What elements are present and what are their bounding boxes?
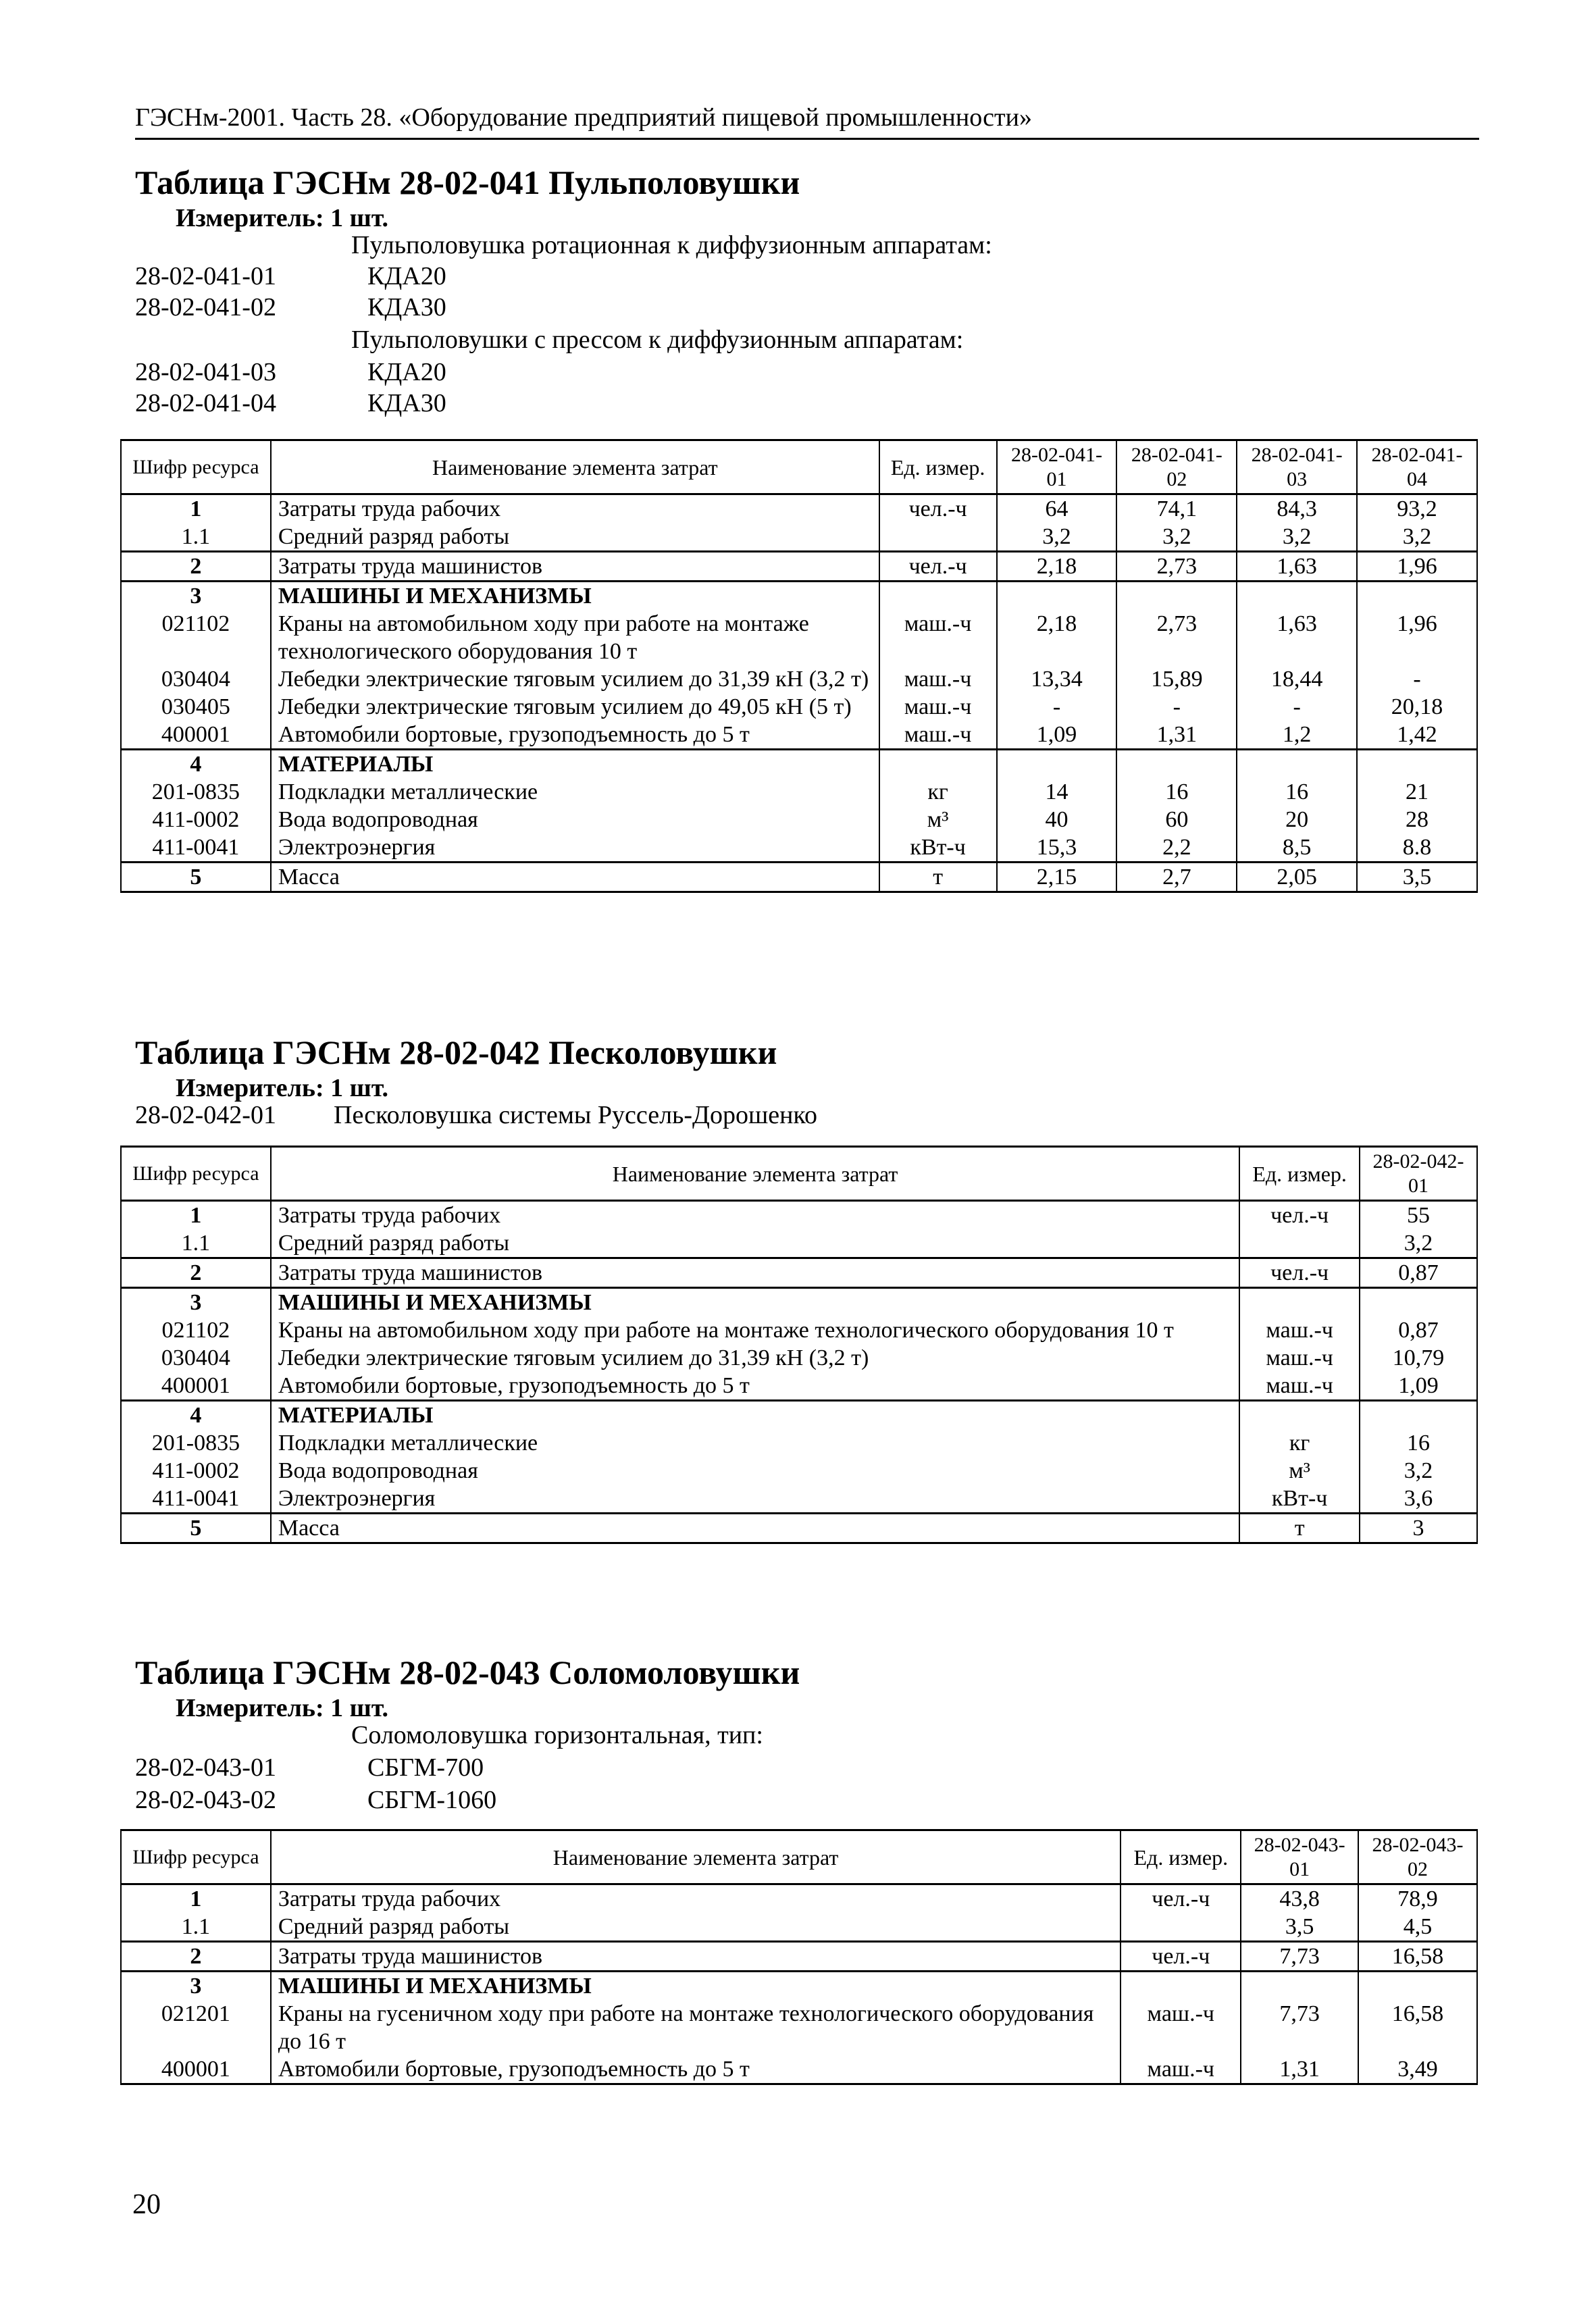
resource-code-cell: 021201 xyxy=(121,2000,271,2055)
section-28-02-041 xyxy=(120,162,1478,890)
cost-element-name-cell: Краны на гусеничном ходу при работе на монтаже технологического оборудования до 16 т xyxy=(271,2000,1121,2055)
table-row xyxy=(121,1288,1477,1317)
table-row xyxy=(121,721,1477,750)
norm-value-cell: 3,2 xyxy=(1360,1457,1477,1485)
norm-value-cell: 10,79 xyxy=(1360,1344,1477,1372)
resource-code-cell: 3 xyxy=(121,1288,271,1317)
norm-value-cell xyxy=(1358,1972,1477,2001)
cost-element-name-cell: Средний разряд работы xyxy=(271,1229,1239,1258)
norm-value-cell: 8.8 xyxy=(1357,833,1477,863)
table-row xyxy=(121,806,1477,833)
resource-code-cell: 411-0041 xyxy=(121,1485,271,1514)
norm-value-cell: 3,2 xyxy=(1237,523,1357,552)
resource-code-cell: 5 xyxy=(121,1514,271,1543)
resource-code-cell: 4 xyxy=(121,1401,271,1430)
table-row xyxy=(121,750,1477,779)
resource-code-cell: 1.1 xyxy=(121,1913,271,1942)
norm-value-cell: - xyxy=(1237,693,1357,721)
cost-element-name-cell: Краны на автомобильном ходу при работе на монтаже технологического оборудования 10 т xyxy=(271,610,879,665)
norm-value-cell: 1,2 xyxy=(1237,721,1357,750)
norm-value-cell: 1,63 xyxy=(1237,552,1357,582)
cost-element-name-cell: МАШИНЫ И МЕХАНИЗМЫ xyxy=(271,1972,1121,2001)
resource-code-cell: 411-0002 xyxy=(121,806,271,833)
norm-value-cell: 2,73 xyxy=(1116,610,1237,665)
table-body xyxy=(121,1884,1477,2084)
col-header-code: Шифр ресурса xyxy=(121,1147,271,1201)
norm-value-cell: 3,2 xyxy=(1116,523,1237,552)
norm-value-cell: 14 xyxy=(997,778,1117,806)
norm-value-cell: 3,2 xyxy=(1360,1229,1477,1258)
cost-element-name-cell: Лебедки электрические тяговым усилием до 31,39 кН (3,2 т) xyxy=(271,665,879,693)
unit-cell xyxy=(1239,1401,1360,1430)
resource-code-cell: 1 xyxy=(121,494,271,523)
resource-code-cell: 4 xyxy=(121,750,271,779)
norm-value-cell: 3 xyxy=(1360,1514,1477,1543)
col-header-norm: 28-02-042-01 xyxy=(1360,1147,1477,1201)
resource-code-cell: 400001 xyxy=(121,721,271,750)
norm-value-cell xyxy=(1360,1288,1477,1317)
col-header-unit: Ед. измер. xyxy=(879,440,997,494)
norm-value-cell: 2,05 xyxy=(1237,863,1357,892)
norm-value-cell: 16 xyxy=(1237,778,1357,806)
unit-cell xyxy=(879,750,997,779)
section-28-02-043 xyxy=(120,1652,1478,2082)
spec-text: СБГМ-700 xyxy=(367,1753,484,1782)
cost-element-name-cell: Затраты труда рабочих xyxy=(271,494,879,523)
unit-cell: м³ xyxy=(879,806,997,833)
norm-value-cell: 16,58 xyxy=(1358,1942,1477,1972)
norm-value-cell: - xyxy=(1357,665,1477,693)
table-row xyxy=(121,2000,1477,2055)
table-body xyxy=(121,494,1477,892)
page-number: 20 xyxy=(132,2189,161,2220)
col-header-norm: 28-02-041-02 xyxy=(1116,440,1237,494)
cost-element-name-cell: Лебедки электрические тяговым усилием до 31,39 кН (3,2 т) xyxy=(271,1344,1239,1372)
resource-code-cell: 2 xyxy=(121,1258,271,1288)
spec-text: Песколовушка системы Руссель-Дорошенко xyxy=(334,1101,817,1129)
table-row xyxy=(121,582,1477,611)
table-row xyxy=(121,1972,1477,2001)
unit-cell xyxy=(879,582,997,611)
table-row xyxy=(121,1316,1477,1344)
norm-value-cell: 1,31 xyxy=(1241,2055,1358,2084)
resource-code-cell: 400001 xyxy=(121,1372,271,1401)
unit-cell: м³ xyxy=(1239,1457,1360,1485)
cost-element-name-cell: Затраты труда рабочих xyxy=(271,1201,1239,1230)
norm-value-cell: 2,18 xyxy=(997,552,1117,582)
resource-code-cell: 021102 xyxy=(121,610,271,665)
cost-element-name-cell: Подкладки металлические xyxy=(271,778,879,806)
unit-cell: маш.-ч xyxy=(1239,1372,1360,1401)
norm-value-cell: - xyxy=(997,693,1117,721)
norm-value-cell xyxy=(997,582,1117,611)
unit-cell: кг xyxy=(879,778,997,806)
table-row xyxy=(121,778,1477,806)
norm-value-cell: 20 xyxy=(1237,806,1357,833)
norm-table-28-02-043 xyxy=(120,1829,1478,2085)
col-header-norm: 28-02-041-01 xyxy=(997,440,1117,494)
table-row xyxy=(121,1884,1477,1913)
resource-code-cell: 201-0835 xyxy=(121,1429,271,1457)
measure-unit: Измеритель: 1 шт. xyxy=(176,1074,389,1102)
norm-value-cell: 55 xyxy=(1360,1201,1477,1230)
norm-value-cell xyxy=(1116,582,1237,611)
cost-element-name-cell: МАТЕРИАЛЫ xyxy=(271,1401,1239,1430)
cost-element-name-cell: Затраты труда машинистов xyxy=(271,552,879,582)
norm-value-cell: 3,5 xyxy=(1357,863,1477,892)
measure-unit: Измеритель: 1 шт. xyxy=(176,204,389,232)
table-row xyxy=(121,1344,1477,1372)
norm-value-cell: 8,5 xyxy=(1237,833,1357,863)
norm-value-cell: 2,18 xyxy=(997,610,1117,665)
spec-text: КДА20 xyxy=(367,358,446,386)
cost-element-name-cell: МАШИНЫ И МЕХАНИЗМЫ xyxy=(271,582,879,611)
measure-unit: Измеритель: 1 шт. xyxy=(176,1694,389,1722)
norm-value-cell: 3,2 xyxy=(997,523,1117,552)
unit-cell: маш.-ч xyxy=(879,693,997,721)
cost-element-name-cell: Краны на автомобильном ходу при работе на монтаже технологического оборудования 10 т xyxy=(271,1316,1239,1344)
table-row xyxy=(121,1229,1477,1258)
cost-element-name-cell: Затраты труда рабочих xyxy=(271,1884,1121,1913)
spec-text: КДА30 xyxy=(367,293,446,322)
norm-value-cell: 78,9 xyxy=(1358,1884,1477,1913)
resource-code-cell: 021102 xyxy=(121,1316,271,1344)
col-header-norm: 28-02-043-02 xyxy=(1358,1830,1477,1884)
resource-code-cell: 411-0041 xyxy=(121,833,271,863)
cost-element-name-cell: Автомобили бортовые, грузоподъемность до 5 т xyxy=(271,1372,1239,1401)
cost-element-name-cell: Вода водопроводная xyxy=(271,806,879,833)
table-row xyxy=(121,833,1477,863)
table-row xyxy=(121,665,1477,693)
col-header-name: Наименование элемента затрат xyxy=(271,1830,1121,1884)
norm-value-cell: 16,58 xyxy=(1358,2000,1477,2055)
unit-cell: маш.-ч xyxy=(879,610,997,665)
resource-code-cell: 400001 xyxy=(121,2055,271,2084)
norm-value-cell: 2,15 xyxy=(997,863,1117,892)
spec-code: 28-02-041-03 xyxy=(135,358,276,386)
norm-value-cell: 7,73 xyxy=(1241,2000,1358,2055)
spec-code: 28-02-043-01 xyxy=(135,1753,276,1782)
table-row xyxy=(121,610,1477,665)
cost-element-name-cell: Подкладки металлические xyxy=(271,1429,1239,1457)
norm-value-cell: 13,34 xyxy=(997,665,1117,693)
table-row xyxy=(121,1485,1477,1514)
spec-text: Соломоловушка горизонтальная, тип: xyxy=(351,1721,763,1749)
table-row xyxy=(121,1514,1477,1543)
norm-value-cell: 1,63 xyxy=(1237,610,1357,665)
norm-value-cell: 1,09 xyxy=(997,721,1117,750)
unit-cell xyxy=(1239,1288,1360,1317)
unit-cell xyxy=(1121,1972,1241,2001)
cost-element-name-cell: Вода водопроводная xyxy=(271,1457,1239,1485)
table-row xyxy=(121,1201,1477,1230)
norm-value-cell: 43,8 xyxy=(1241,1884,1358,1913)
table-title: Таблица ГЭСНм 28-02-043 Соломоловушки xyxy=(135,1653,800,1691)
unit-cell: чел.-ч xyxy=(1239,1258,1360,1288)
table-row xyxy=(121,494,1477,523)
resource-code-cell: 201-0835 xyxy=(121,778,271,806)
norm-value-cell: 16 xyxy=(1360,1429,1477,1457)
norm-value-cell: 1,31 xyxy=(1116,721,1237,750)
cost-element-name-cell: Масса xyxy=(271,863,879,892)
cost-element-name-cell: Средний разряд работы xyxy=(271,1913,1121,1942)
table-row xyxy=(121,1429,1477,1457)
norm-value-cell: 93,2 xyxy=(1357,494,1477,523)
col-header-name: Наименование элемента затрат xyxy=(271,440,879,494)
norm-value-cell: 0,87 xyxy=(1360,1258,1477,1288)
norm-value-cell: 2,2 xyxy=(1116,833,1237,863)
table-row xyxy=(121,1913,1477,1942)
norm-value-cell: 3,49 xyxy=(1358,2055,1477,2084)
table-row xyxy=(121,1372,1477,1401)
col-header-code: Шифр ресурса xyxy=(121,440,271,494)
norm-value-cell: 21 xyxy=(1357,778,1477,806)
col-header-name: Наименование элемента затрат xyxy=(271,1147,1239,1201)
norm-value-cell: 3,5 xyxy=(1241,1913,1358,1942)
spec-code: 28-02-043-02 xyxy=(135,1786,276,1814)
table-title: Таблица ГЭСНм 28-02-042 Песколовушки xyxy=(135,1033,777,1071)
table-row xyxy=(121,863,1477,892)
norm-value-cell xyxy=(1116,750,1237,779)
resource-code-cell: 030404 xyxy=(121,665,271,693)
cost-element-name-cell: Лебедки электрические тяговым усилием до 49,05 кН (5 т) xyxy=(271,693,879,721)
norm-value-cell: 18,44 xyxy=(1237,665,1357,693)
norm-value-cell xyxy=(997,750,1117,779)
table-title: Таблица ГЭСНм 28-02-041 Пульполовушки xyxy=(135,163,800,201)
col-header-code: Шифр ресурса xyxy=(121,1830,271,1884)
unit-cell: маш.-ч xyxy=(879,665,997,693)
norm-value-cell: - xyxy=(1116,693,1237,721)
cost-element-name-cell: МАШИНЫ И МЕХАНИЗМЫ xyxy=(271,1288,1239,1317)
resource-code-cell: 1.1 xyxy=(121,1229,271,1258)
unit-cell: маш.-ч xyxy=(1121,2055,1241,2084)
spec-code: 28-02-042-01 xyxy=(135,1101,276,1129)
norm-value-cell: 15,89 xyxy=(1116,665,1237,693)
unit-cell xyxy=(1121,1913,1241,1942)
table-row xyxy=(121,2055,1477,2084)
cost-element-name-cell: Средний разряд работы xyxy=(271,523,879,552)
header-rule xyxy=(135,138,1479,140)
unit-cell xyxy=(879,523,997,552)
unit-cell: чел.-ч xyxy=(1239,1201,1360,1230)
spec-code: 28-02-041-02 xyxy=(135,293,276,322)
cost-element-name-cell: Автомобили бортовые, грузоподъемность до 5 т xyxy=(271,2055,1121,2084)
table-row xyxy=(121,1942,1477,1972)
norm-value-cell: 84,3 xyxy=(1237,494,1357,523)
spec-text: СБГМ-1060 xyxy=(367,1786,497,1814)
resource-code-cell: 1 xyxy=(121,1201,271,1230)
norm-value-cell: 3,2 xyxy=(1357,523,1477,552)
resource-code-cell: 1.1 xyxy=(121,523,271,552)
unit-cell: кг xyxy=(1239,1429,1360,1457)
norm-value-cell: 2,73 xyxy=(1116,552,1237,582)
norm-value-cell: 15,3 xyxy=(997,833,1117,863)
norm-value-cell: 2,7 xyxy=(1116,863,1237,892)
norm-value-cell xyxy=(1357,750,1477,779)
unit-cell: маш.-ч xyxy=(1239,1316,1360,1344)
norm-value-cell xyxy=(1357,582,1477,611)
unit-cell: т xyxy=(1239,1514,1360,1543)
table-row xyxy=(121,552,1477,582)
spec-text: КДА30 xyxy=(367,389,446,417)
header-row xyxy=(121,440,1477,494)
norm-table-28-02-042 xyxy=(120,1146,1478,1544)
cost-element-name-cell: Затраты труда машинистов xyxy=(271,1942,1121,1972)
norm-value-cell: 40 xyxy=(997,806,1117,833)
norm-value-cell: 4,5 xyxy=(1358,1913,1477,1942)
unit-cell: чел.-ч xyxy=(879,494,997,523)
norm-value-cell: 1,42 xyxy=(1357,721,1477,750)
header-row xyxy=(121,1830,1477,1884)
norm-value-cell: 64 xyxy=(997,494,1117,523)
table-row xyxy=(121,693,1477,721)
cost-element-name-cell: Автомобили бортовые, грузоподъемность до 5 т xyxy=(271,721,879,750)
cost-element-name-cell: Электроэнергия xyxy=(271,833,879,863)
norm-value-cell xyxy=(1241,1972,1358,2001)
table-row xyxy=(121,1258,1477,1288)
spec-text: Пульполовушки с прессом к диффузионным аппаратам: xyxy=(351,326,964,354)
unit-cell: кВт-ч xyxy=(879,833,997,863)
cost-element-name-cell: МАТЕРИАЛЫ xyxy=(271,750,879,779)
table-row xyxy=(121,523,1477,552)
norm-value-cell: 16 xyxy=(1116,778,1237,806)
col-header-norm: 28-02-041-04 xyxy=(1357,440,1477,494)
norm-value-cell: 1,96 xyxy=(1357,552,1477,582)
cost-element-name-cell: Масса xyxy=(271,1514,1239,1543)
resource-code-cell: 3 xyxy=(121,582,271,611)
norm-value-cell xyxy=(1237,582,1357,611)
norm-value-cell: 3,6 xyxy=(1360,1485,1477,1514)
cost-element-name-cell: Электроэнергия xyxy=(271,1485,1239,1514)
norm-value-cell: 28 xyxy=(1357,806,1477,833)
spec-code: 28-02-041-01 xyxy=(135,262,276,290)
unit-cell: чел.-ч xyxy=(1121,1884,1241,1913)
norm-value-cell: 0,87 xyxy=(1360,1316,1477,1344)
unit-cell: кВт-ч xyxy=(1239,1485,1360,1514)
spec-text: КДА20 xyxy=(367,262,446,290)
resource-code-cell: 3 xyxy=(121,1972,271,2001)
norm-table-28-02-041 xyxy=(120,439,1478,893)
norm-value-cell: 1,96 xyxy=(1357,610,1477,665)
unit-cell: маш.-ч xyxy=(1121,2000,1241,2055)
section-28-02-042 xyxy=(120,1032,1478,1541)
spec-code: 28-02-041-04 xyxy=(135,389,276,417)
unit-cell: чел.-ч xyxy=(1121,1942,1241,1972)
resource-code-cell: 2 xyxy=(121,552,271,582)
norm-value-cell: 60 xyxy=(1116,806,1237,833)
col-header-norm: 28-02-041-03 xyxy=(1237,440,1357,494)
col-header-norm: 28-02-043-01 xyxy=(1241,1830,1358,1884)
unit-cell: маш.-ч xyxy=(1239,1344,1360,1372)
resource-code-cell: 030405 xyxy=(121,693,271,721)
running-header: ГЭСНм-2001. Часть 28. «Оборудование предприятий пищевой промышленности» xyxy=(135,103,1032,132)
header-row xyxy=(121,1147,1477,1201)
norm-value-cell xyxy=(1237,750,1357,779)
table-row xyxy=(121,1457,1477,1485)
norm-value-cell: 1,09 xyxy=(1360,1372,1477,1401)
unit-cell: чел.-ч xyxy=(879,552,997,582)
unit-cell: маш.-ч xyxy=(879,721,997,750)
col-header-unit: Ед. измер. xyxy=(1121,1830,1241,1884)
table-body xyxy=(121,1201,1477,1543)
unit-cell: т xyxy=(879,863,997,892)
norm-value-cell xyxy=(1360,1401,1477,1430)
table-row xyxy=(121,1401,1477,1430)
spec-text: Пульполовушка ротационная к диффузионным аппаратам: xyxy=(351,231,992,259)
resource-code-cell: 1 xyxy=(121,1884,271,1913)
col-header-unit: Ед. измер. xyxy=(1239,1147,1360,1201)
resource-code-cell: 411-0002 xyxy=(121,1457,271,1485)
resource-code-cell: 5 xyxy=(121,863,271,892)
norm-value-cell: 74,1 xyxy=(1116,494,1237,523)
resource-code-cell: 2 xyxy=(121,1942,271,1972)
cost-element-name-cell: Затраты труда машинистов xyxy=(271,1258,1239,1288)
norm-value-cell: 7,73 xyxy=(1241,1942,1358,1972)
resource-code-cell: 030404 xyxy=(121,1344,271,1372)
norm-value-cell: 20,18 xyxy=(1357,693,1477,721)
unit-cell xyxy=(1239,1229,1360,1258)
